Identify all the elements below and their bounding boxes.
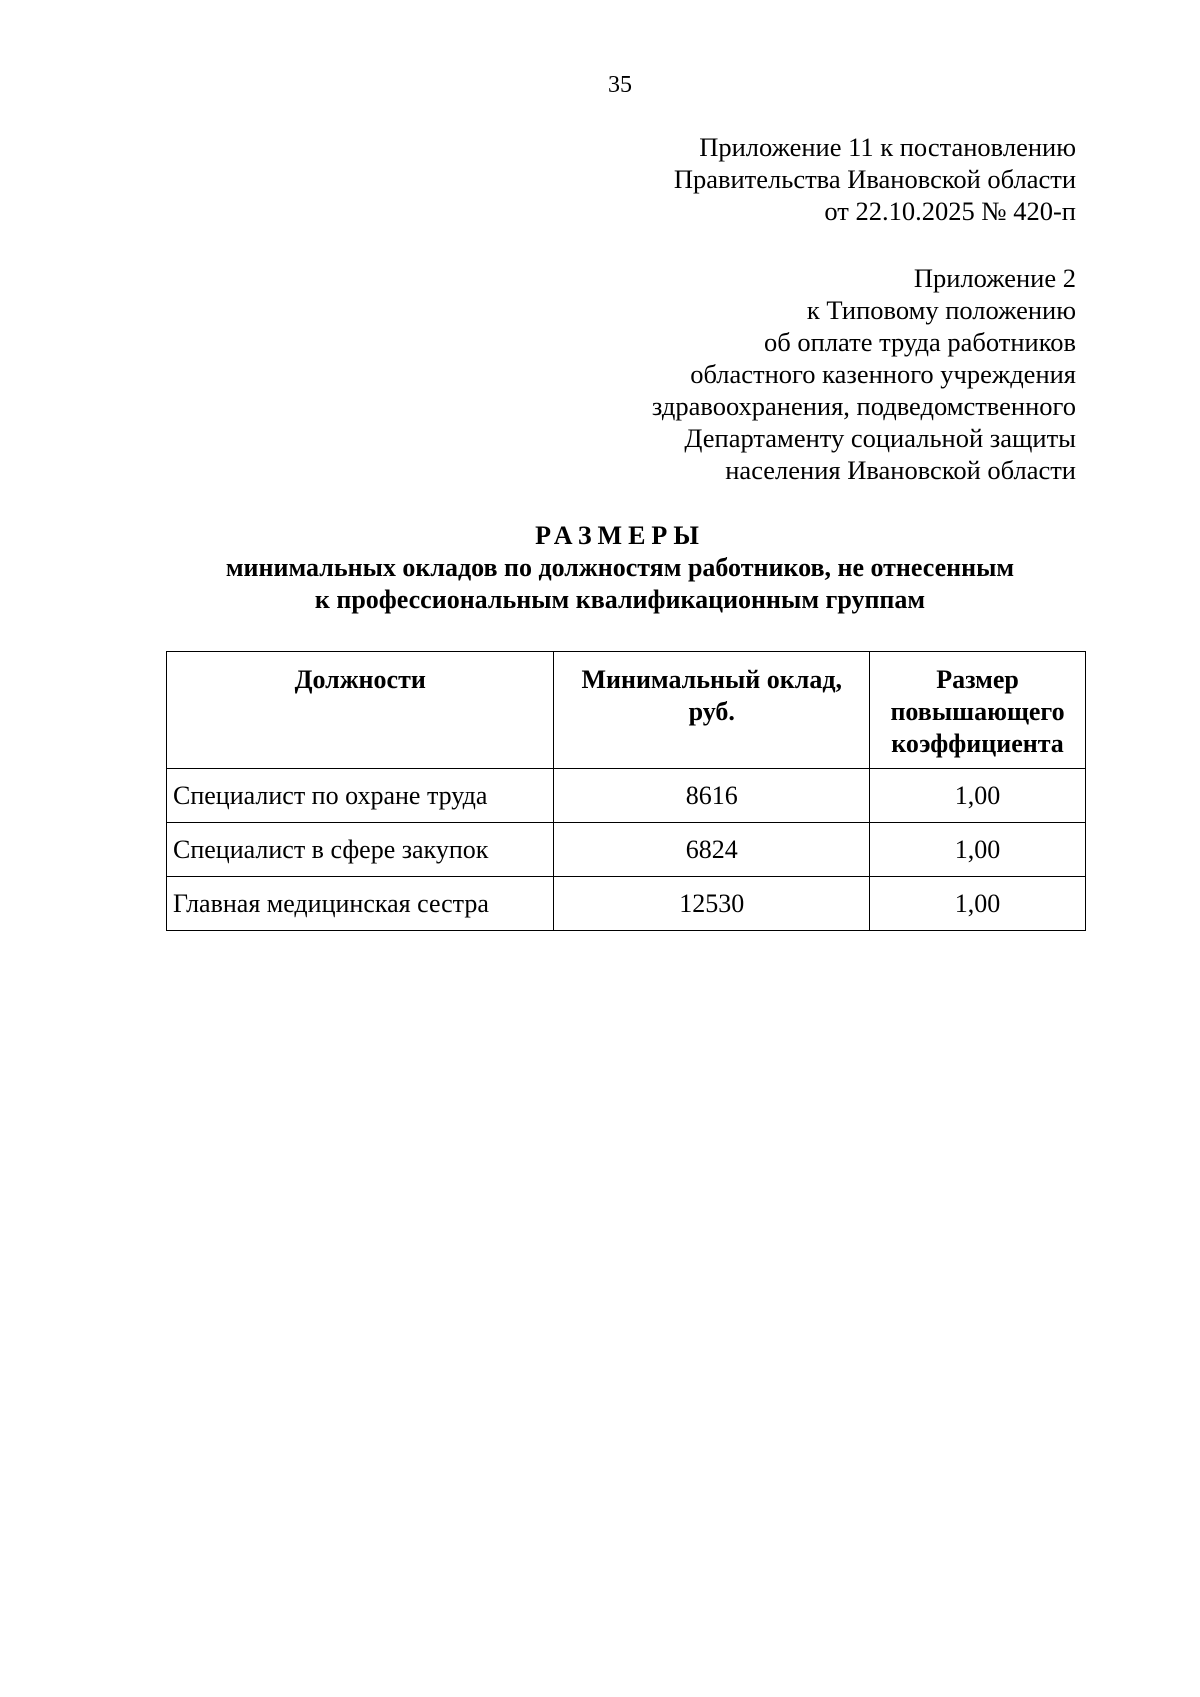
appendix-sub-line: Приложение 2 (913, 263, 1076, 293)
header-salary-label: Минимальный оклад, (581, 665, 842, 694)
cell-coefficient: 1,00 (870, 877, 1086, 931)
header-salary-unit: руб. (688, 697, 735, 726)
cell-salary: 8616 (554, 769, 870, 823)
header-position (167, 652, 554, 769)
cell-position: Специалист по охране труда (167, 769, 554, 823)
header-coefficient-label: Размер (936, 665, 1019, 694)
cell-salary: 6824 (554, 823, 870, 877)
page-number: 35 (608, 72, 632, 98)
appendix-sub-line: Департаменту социальной защиты (684, 423, 1076, 453)
table-row (167, 877, 1086, 931)
title-main: РАЗМЕРЫ (535, 521, 705, 550)
appendix-header-line: Приложение 11 к постановлению (699, 132, 1076, 162)
salary-table (166, 651, 1086, 931)
appendix-sub-line: к Типовому положению (806, 295, 1076, 325)
table-row (167, 769, 1086, 823)
title-line: к профессиональным квалификационным группам (314, 585, 926, 614)
header-coefficient-label: коэффициента (891, 729, 1064, 758)
appendix-sub-line: населения Ивановской области (725, 455, 1076, 485)
header-coefficient-label: повышающего (890, 697, 1065, 726)
header-coefficient (870, 652, 1086, 769)
header-position-label: Должности (294, 665, 426, 694)
appendix-header-line: от 22.10.2025 № 420-п (824, 196, 1076, 226)
appendix-sub (652, 262, 1076, 486)
appendix-sub-line: здравоохранения, подведомственного (651, 391, 1076, 421)
appendix-sub-line: об оплате труда работников (764, 327, 1076, 357)
cell-coefficient: 1,00 (870, 769, 1086, 823)
cell-position: Специалист в сфере закупок (167, 823, 554, 877)
cell-coefficient: 1,00 (870, 823, 1086, 877)
header-salary (554, 652, 870, 769)
document-title (0, 520, 1200, 616)
appendix-header (674, 131, 1076, 227)
appendix-sub-line: областного казенного учреждения (690, 359, 1076, 389)
table-header-row (167, 652, 1086, 769)
cell-salary: 12530 (554, 877, 870, 931)
appendix-header-line: Правительства Ивановской области (673, 164, 1076, 194)
title-line: минимальных окладов по должностям работников, не отнесенным (225, 553, 1015, 582)
table-row (167, 823, 1086, 877)
cell-position: Главная медицинская сестра (167, 877, 554, 931)
